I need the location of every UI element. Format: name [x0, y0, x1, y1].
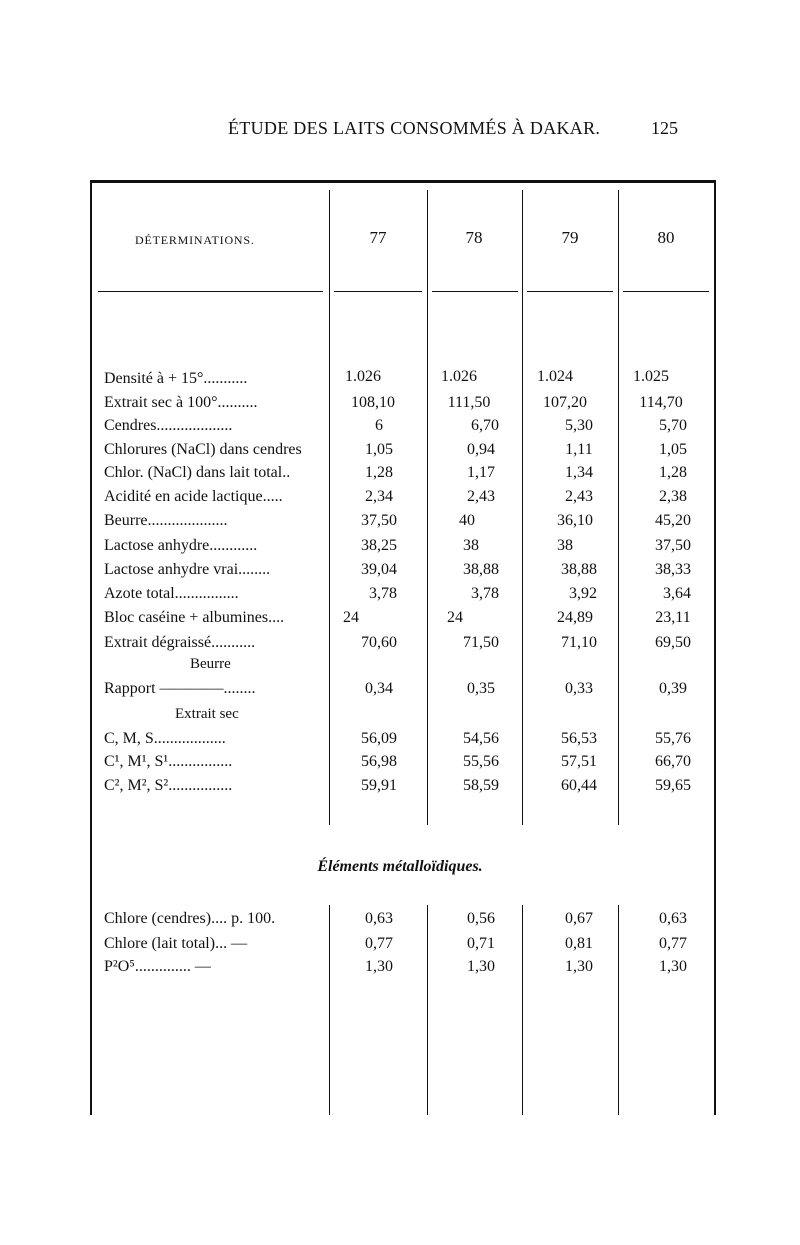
cell-value: 1,30	[467, 958, 495, 975]
row-label: Extrait dégraissé...........	[104, 634, 256, 651]
row-label: P²O⁵.............. —	[104, 958, 211, 975]
header-rule	[623, 291, 709, 292]
cell-value: 71,10	[561, 634, 597, 651]
header-rule	[432, 291, 518, 292]
cell-value: 0,77	[659, 935, 687, 952]
cell-value: 3,64	[663, 585, 691, 602]
cell-value: 38	[463, 537, 479, 554]
cell-value: 6,70	[471, 417, 499, 434]
cell-value: 1,34	[565, 464, 593, 481]
rapport-label: Rapport ————........	[104, 680, 256, 697]
cell-value: 1,17	[467, 464, 495, 481]
rapport-denominator: Extrait sec	[175, 706, 239, 722]
cell-value: 0,56	[467, 910, 495, 927]
row-label: Beurre....................	[104, 512, 228, 529]
cell-value: 0,81	[565, 935, 593, 952]
cell-value: 0,63	[659, 910, 687, 927]
table-left-border	[90, 180, 92, 1115]
column-divider	[427, 905, 428, 1115]
row-label: Chlorures (NaCl) dans cendres	[104, 441, 302, 458]
table-top-border	[90, 180, 716, 183]
cell-value: 56,53	[561, 730, 597, 747]
cell-value: 1,28	[365, 464, 393, 481]
cell-value: 6	[375, 417, 383, 434]
cell-value: 69,50	[655, 634, 691, 651]
cell-value: 37,50	[361, 512, 397, 529]
cell-value: 1.026	[441, 368, 477, 385]
page-number: 125	[651, 118, 678, 138]
row-label: Lactose anhydre vrai........	[104, 561, 271, 578]
column-header-80: 80	[657, 228, 675, 247]
column-divider	[329, 905, 330, 1115]
cell-value: 111,50	[447, 394, 491, 411]
cell-value: 55,76	[655, 730, 691, 747]
row-label: Azote total................	[104, 585, 239, 602]
cell-value: 0,34	[365, 680, 393, 697]
cell-value: 58,59	[463, 777, 499, 794]
cell-value: 2,43	[467, 488, 495, 505]
cell-value: 1.024	[537, 368, 573, 385]
cell-value: 71,50	[463, 634, 499, 651]
cell-value: 2,38	[659, 488, 687, 505]
row-label: Extrait sec à 100°..........	[104, 394, 258, 411]
cell-value: 55,56	[463, 753, 499, 770]
cell-value: 1.025	[633, 368, 669, 385]
cell-value: 1,28	[659, 464, 687, 481]
cell-value: 24	[447, 609, 463, 626]
cell-value: 66,70	[655, 753, 691, 770]
cell-value: 3,78	[369, 585, 397, 602]
rapport-numerator: Beurre	[190, 656, 231, 672]
cell-value: 0,33	[565, 680, 593, 697]
cell-value: 23,11	[655, 609, 691, 626]
cell-value: 59,91	[361, 777, 397, 794]
column-divider	[329, 190, 330, 825]
cell-value: 38,33	[655, 561, 691, 578]
cell-value: 2,43	[565, 488, 593, 505]
cell-value: 1,30	[565, 958, 593, 975]
cell-value: 2,34	[365, 488, 393, 505]
row-label: Lactose anhydre............	[104, 537, 258, 554]
section-title: Éléments métalloïdiques.	[317, 858, 483, 875]
header-rule	[98, 291, 323, 292]
cell-value: 3,92	[569, 585, 597, 602]
header-rule	[334, 291, 422, 292]
row-label: C², M², S²................	[104, 777, 233, 794]
cell-value: 1,05	[659, 441, 687, 458]
cell-value: 57,51	[561, 753, 597, 770]
cell-value: 3,78	[471, 585, 499, 602]
cell-value: 36,10	[557, 512, 593, 529]
cell-value: 0,35	[467, 680, 495, 697]
cell-value: 45,20	[655, 512, 691, 529]
cell-value: 5,70	[659, 417, 687, 434]
cell-value: 24,89	[557, 609, 593, 626]
cell-value: 38,25	[361, 537, 397, 554]
cell-value: 70,60	[361, 634, 397, 651]
row-label: C¹, M¹, S¹................	[104, 753, 233, 770]
cell-value: 0,39	[659, 680, 687, 697]
column-header-78: 78	[465, 228, 483, 247]
cell-value: 56,98	[361, 753, 397, 770]
cell-value: 1,30	[365, 958, 393, 975]
row-label: Cendres...................	[104, 417, 233, 434]
column-header-79: 79	[561, 228, 579, 247]
row-label: C, M, S..................	[104, 730, 226, 747]
cell-value: 0,63	[365, 910, 393, 927]
cell-value: 1,30	[659, 958, 687, 975]
running-title: ÉTUDE DES LAITS CONSOMMÉS À DAKAR.	[228, 118, 601, 138]
cell-value: 1,05	[365, 441, 393, 458]
cell-value: 107,20	[543, 394, 587, 411]
row-label: Acidité en acide lactique.....	[104, 488, 283, 505]
cell-value: 24	[343, 609, 359, 626]
cell-value: 59,65	[655, 777, 691, 794]
cell-value: 39,04	[361, 561, 397, 578]
cell-value: 114,70	[639, 394, 683, 411]
cell-value: 1,11	[565, 441, 593, 458]
cell-value: 56,09	[361, 730, 397, 747]
cell-value: 0,94	[467, 441, 495, 458]
cell-value: 108,10	[351, 394, 395, 411]
determinations-header: DÉTERMINATIONS.	[135, 233, 255, 247]
row-label: Chlore (cendres).... p. 100.	[104, 910, 276, 927]
cell-value: 54,56	[463, 730, 499, 747]
row-label: Bloc caséine + albumines....	[104, 609, 285, 626]
cell-value: 5,30	[565, 417, 593, 434]
cell-value: 38,88	[561, 561, 597, 578]
row-label: Chlore (lait total)... —	[104, 935, 248, 952]
cell-value: 37,50	[655, 537, 691, 554]
column-header-77: 77	[369, 228, 387, 247]
cell-value: 0,77	[365, 935, 393, 952]
cell-value: 1.026	[345, 368, 381, 385]
cell-value: 0,71	[467, 935, 495, 952]
row-label: Chlor. (NaCl) dans lait total..	[104, 464, 291, 481]
cell-value: 40	[459, 512, 475, 529]
cell-value: 38,88	[463, 561, 499, 578]
cell-value: 0,67	[565, 910, 593, 927]
row-label: Densité à + 15°...........	[104, 370, 248, 387]
cell-value: 60,44	[561, 777, 597, 794]
cell-value: 38	[557, 537, 573, 554]
column-divider	[427, 190, 428, 825]
header-rule	[527, 291, 613, 292]
